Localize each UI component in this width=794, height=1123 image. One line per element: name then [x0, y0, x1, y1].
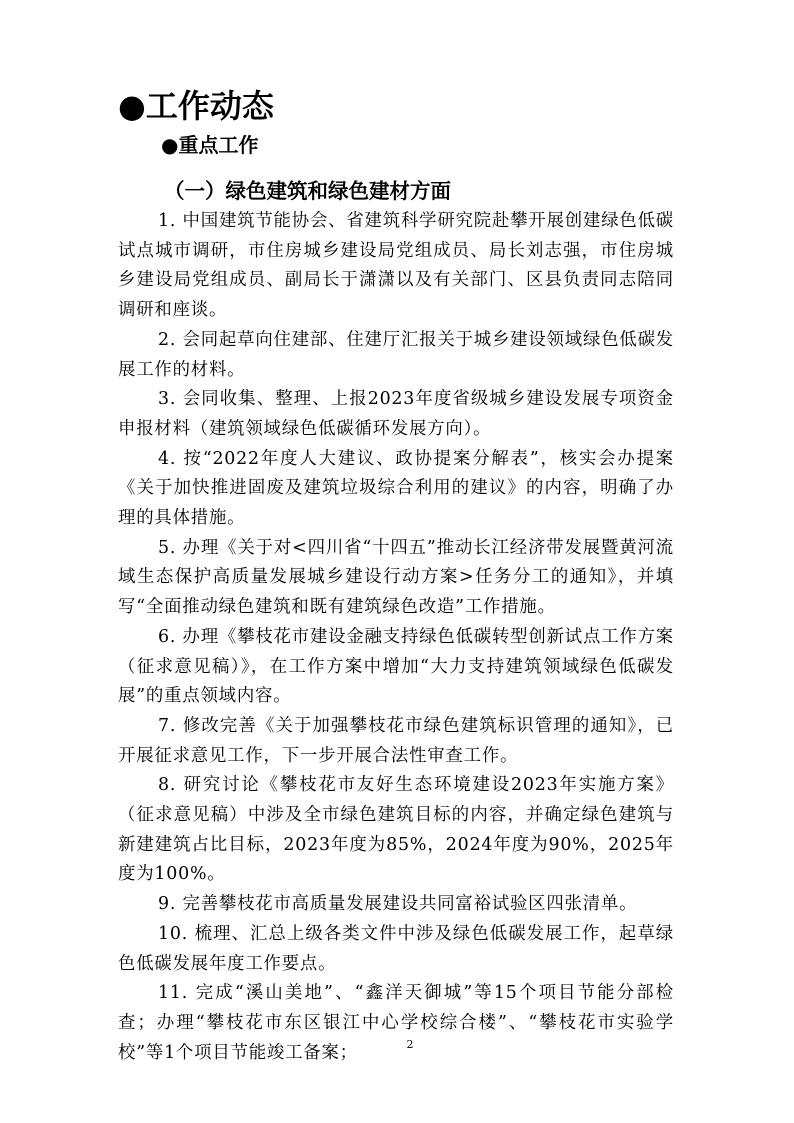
paragraph-3: 3. 会同收集、整理、上报2023年度省级城乡建设发展专项资金申报材料（建筑领域绿色低碳循环发展方向）。: [118, 389, 674, 439]
paragraph-4: 4. 按“2022年度人大建议、政协提案分解表”，核实会办提案《关于加快推进固废及建筑垃圾综合利用的建议》的内容，明确了办理的具体措施。: [118, 448, 674, 529]
paragraph-11: 11. 完成“溪山美地”、“鑫洋天御城”等15个项目节能分部检查；办理“攀枝花市东区银江中心学校综合楼”、“攀枝花市实验学校”等1个项目节能竣工备案；: [118, 983, 674, 1063]
paragraph-1: 1. 中国建筑节能协会、省建筑科学研究院赴攀开展创建绿色低碳试点城市调研，市住房城乡建设局党组成员、局长刘志强，市住房城乡建设局党组成员、副局长于潇潇以及有关部门、区县负责同志陪同调研和座谈。: [118, 211, 674, 321]
body-text: [118, 207, 674, 1068]
section-title: （一）绿色建筑和绿色建材方面: [164, 179, 451, 203]
paragraph-9: 9. 完善攀枝花市高质量发展建设共同富裕试验区四张清单。: [158, 894, 638, 915]
heading-work-news: ●工作动态: [118, 87, 274, 125]
paragraph-6: 6. 办理《攀枝花市建设金融支持绿色低碳转型创新试点工作方案（征求意见稿）》，在工作方案中增加“大力支持建筑领域绿色低碳发展”的重点领域内容。: [118, 626, 674, 707]
heading-key-work: ●重点工作: [161, 133, 259, 157]
paragraph-2: 2. 会同起草向住建部、住建厅汇报关于城乡建设领域绿色低碳发展工作的材料。: [118, 329, 674, 380]
paragraph-5: 5. 办理《关于对<四川省“十四五”推动长江经济带发展暨黄河流域生态保护高质量发展城乡建设行动方案>任务分工的通知》，并填写“全面推动绿色建筑和既有建筑绿色改造”工作措施。: [118, 537, 674, 618]
page-number: 2: [406, 1038, 414, 1051]
paragraph-10: 10. 梳理、汇总上级各类文件中涉及绿色低碳发展工作，起草绿色低碳发展年度工作要点。: [118, 923, 674, 974]
paragraph-7: 7. 修改完善《关于加强攀枝花市绿色建筑标识管理的通知》，已开展征求意见工作，下一步开展合法性审查工作。: [118, 715, 674, 766]
paragraph-8: 8. 研究讨论《攀枝花市友好生态环境建设2023年实施方案》（征求意见稿）中涉及全市绿色建筑目标的内容，并确定绿色建筑与新建建筑占比目标，2023年度为85%，2024年度为90%，2025年度为100%。: [118, 775, 674, 885]
